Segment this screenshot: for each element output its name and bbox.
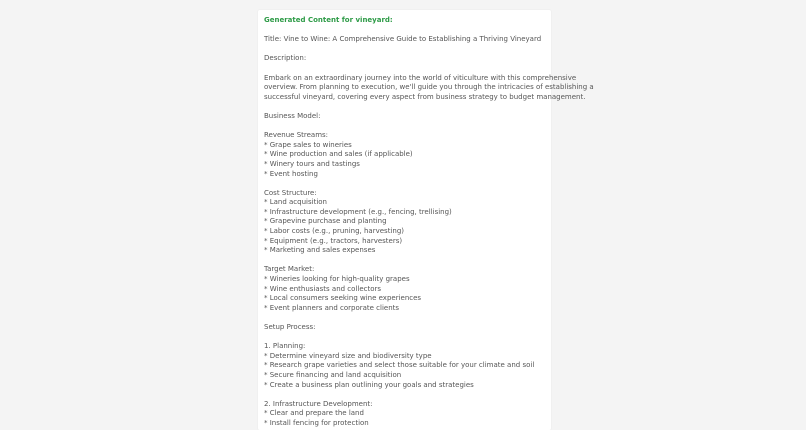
blank-line: [264, 179, 551, 189]
blank-line: [264, 45, 551, 55]
blank-line: [264, 122, 551, 132]
content-line: Business Model:: [264, 111, 321, 120]
content-line: 1. Planning:: [264, 342, 306, 351]
content-line: * Winery tours and tastings: [264, 159, 360, 168]
blank-line: [264, 256, 551, 266]
content-line: * Grapevine purchase and planting: [264, 217, 387, 226]
content-line: * Equipment (e.g., tractors, harvesters): [264, 236, 403, 245]
content-line: * Event hosting: [264, 169, 318, 178]
content-line: * Determine vineyard size and biodiversity type: [264, 351, 432, 360]
content-line: Description:: [264, 54, 307, 63]
blank-line: [264, 333, 551, 343]
content-line: * Event planners and corporate clients: [264, 303, 400, 312]
content-line: * Marketing and sales expenses: [264, 246, 376, 255]
content-line: * Infrastructure development (e.g., fencing, trellising): [264, 207, 452, 216]
generated-content-heading: Generated Content for vineyard:: [264, 16, 393, 24]
content-line: Revenue Streams:: [264, 131, 329, 140]
content-line: * Wine enthusiasts and collectors: [264, 284, 382, 293]
blank-line: [264, 64, 551, 74]
content-line: Title: Vine to Wine: A Comprehensive Guide to Establishing a Thriving Vineyard: [264, 35, 542, 44]
blank-line: [264, 26, 551, 36]
content-line: Cost Structure:: [264, 188, 317, 197]
blank-line: [264, 102, 551, 112]
content-line: * Land acquisition: [264, 198, 327, 207]
content-line: * Grape sales to wineries: [264, 140, 352, 149]
content-line: * Install fencing for protection: [264, 418, 369, 427]
content-line: * Wineries looking for high-quality grapes: [264, 275, 410, 284]
content-line: 2. Infrastructure Development:: [264, 399, 373, 408]
content-line: * Research grape varieties and select those suitable for your climate and soil: [264, 361, 535, 370]
content-line: overview. From planning to execution, we'll guide you through the intricacies of establishing a: [264, 83, 594, 92]
content-line: * Local consumers seeking wine experiences: [264, 294, 422, 303]
content-line: * Wine production and sales (if applicable): [264, 150, 413, 159]
content-line: successful vineyard, covering every aspect from business strategy to budget management.: [264, 92, 586, 101]
generated-content-card: [258, 10, 594, 430]
content-line: * Clear and prepare the land: [264, 409, 364, 418]
content-line: Setup Process:: [264, 323, 316, 331]
content-line: Embark on an extraordinary journey into the world of viticulture with this comprehensive: [264, 73, 577, 82]
content-line: * Secure financing and land acquisition: [264, 370, 402, 379]
blank-line: [264, 313, 551, 323]
content-line: * Create a business plan outlining your goals and strategies: [264, 380, 474, 389]
content-line: * Labor costs (e.g., pruning, harvesting): [264, 227, 404, 236]
blank-line: [264, 390, 551, 400]
generated-content-body: [264, 26, 594, 429]
content-line: Target Market:: [264, 265, 315, 274]
